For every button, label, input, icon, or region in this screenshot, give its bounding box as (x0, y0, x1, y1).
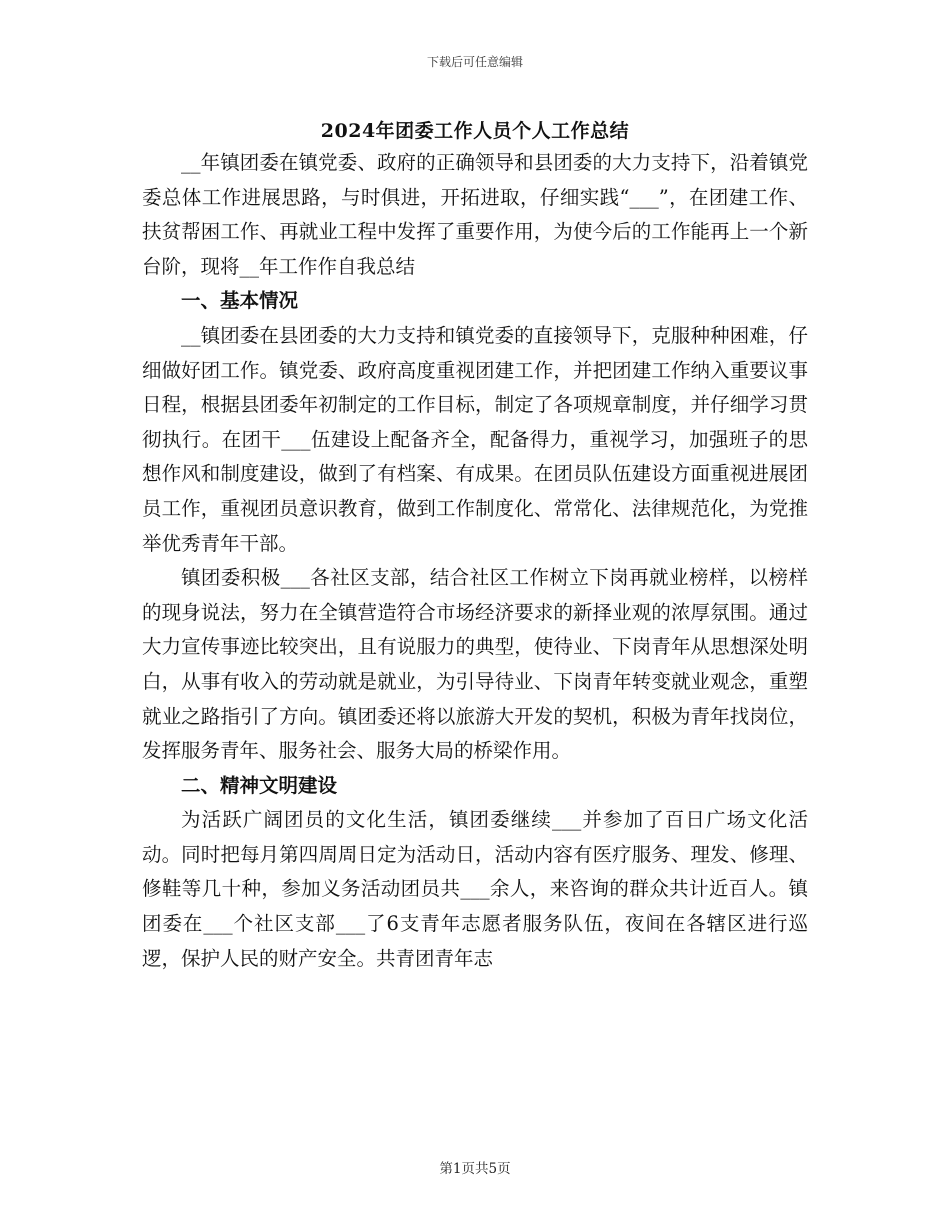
intro-paragraph: __年镇团委在镇党委、政府的正确领导和县团委的大力支持下，沿着镇党委总体工作进展思路，与时俱进，开拓进取，仔细实践“___”，在团建工作、扶贫帮困工作、再就业工程中发挥了重要作用，为使今后的工作能再上一个新台阶，现将__年工作作自我总结 (142, 151, 808, 278)
page-number: 第1页共5页 (439, 1161, 511, 1177)
section-heading-basic-situation: 一、基本情况 (181, 289, 299, 313)
section1-paragraph-1: __镇团委在县团委的大力支持和镇党委的直接领导下，克服种种困难，仔细做好团工作。镇党委、政府高度重视团建工作，并把团建工作纳入重要议事日程，根据县团委年初制定的工作目标，制定了各项规章制度，并仔细学习贯彻执行。在团干___伍建设上配备齐全，配备得力，重视学习，加强班子的思想作风和制度建设，做到了有档案、有成果。在团员队伍建设方面重视进展团员工作，重视团员意识教育，做到工作制度化、常常化、法律规范化，为党推举优秀青年干部。 (142, 323, 808, 555)
page-header-note: 下载后可任意编辑 (426, 55, 523, 69)
document-body (142, 146, 808, 976)
section1-paragraph-2: 镇团委积极___各社区支部，结合社区工作树立下岗再就业榜样，以榜样的现身说法，努力在全镇营造符合市场经济要求的新择业观的浓厚氛围。通过大力宣传事迹比较突出，且有说服力的典型，使待业、下岗青年从思想深处明白，从事有收入的劳动就是就业，为引导待业、下岗青年转变就业观念，重塑就业之路指引了方向。镇团委还将以旅游大开发的契机，积极为青年找岗位，发挥服务青年、服务社会、服务大局的桥梁作用。 (142, 566, 808, 763)
section-heading-spiritual-civilization: 二、精神文明建设 (181, 773, 338, 797)
document-title: 2024年团委工作人员个人工作总结 (320, 120, 630, 142)
section2-paragraph-1: 为活跃广阔团员的文化生活，镇团委继续___并参加了百日广场文化活动。同时把每月第四周周日定为活动日，活动内容有医疗服务、理发、修理、修鞋等几十种，参加义务活动团员共___余人，来咨询的群众共计近百人。镇团委在___个社区支部___了6支青年志愿者服务队伍，夜间在各辖区进行巡逻，保护人民的财产安全。共青团青年志 (142, 808, 808, 970)
